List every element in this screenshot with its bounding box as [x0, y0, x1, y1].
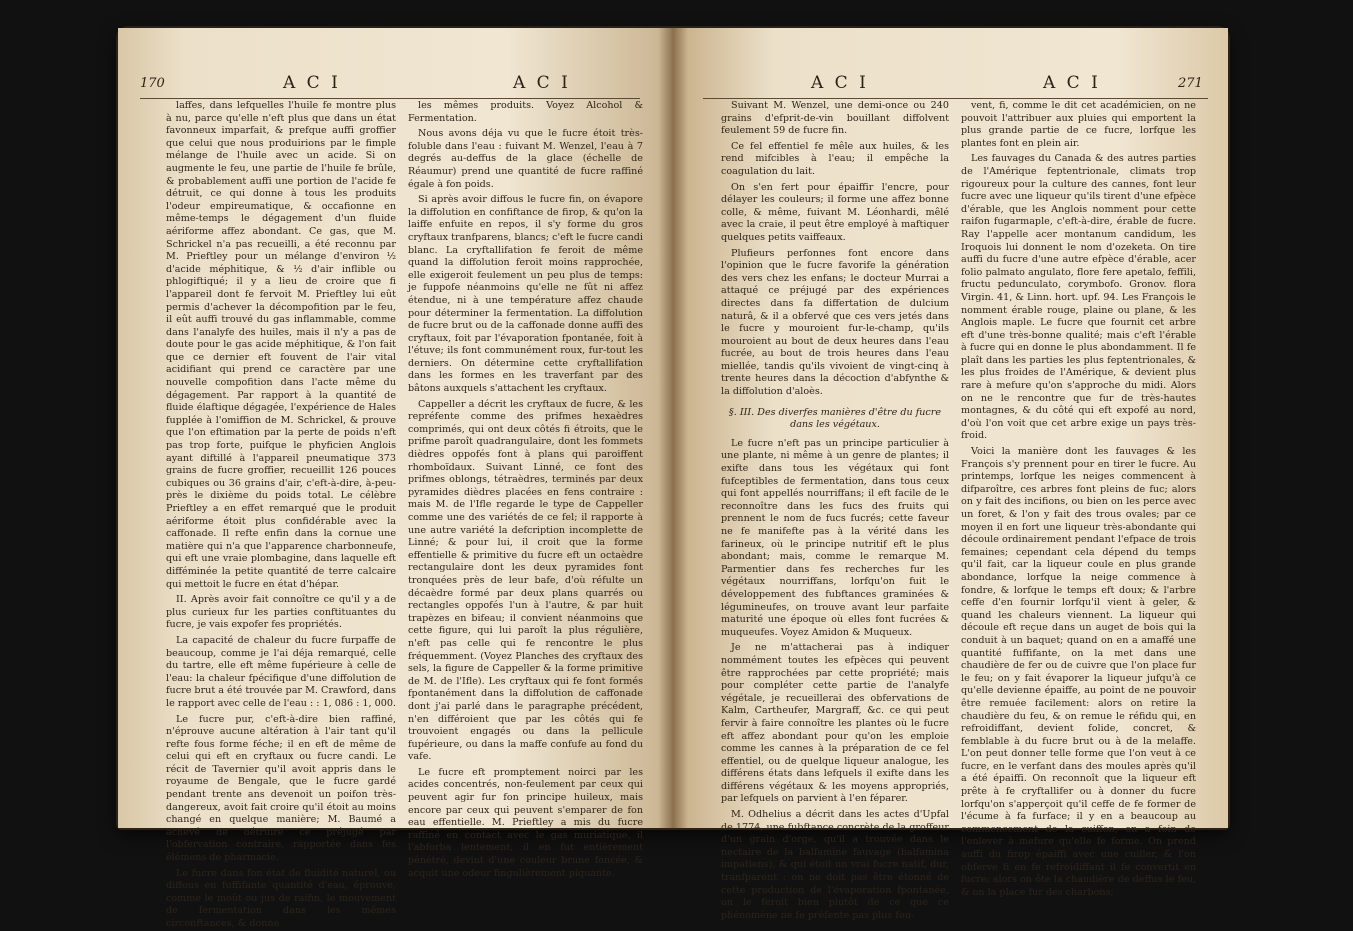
right-page — [673, 28, 1228, 921]
running-head-right-1: A C I — [811, 73, 869, 93]
paragraph: Ce fel effentiel fe mêle aux huiles, & les rend mifcibles à l'eau; il empêche la coagulation du lait. — [721, 140, 949, 177]
page-number-left: 170 — [140, 76, 165, 91]
left-page-column-2 — [408, 100, 643, 879]
header-rule-left — [140, 98, 640, 99]
paragraph: M. Odhelius a décrit dans les actes d'Upfal de 1774, une fubftance concrète de la groffeur d'un grain d'orge, qu'il a trouvée dans le nectaire de la balfamine fauvage (balfamina impatiens), & qui étoit un vrai fucre natif, dur, tranfparent : on ne doit pas être étonné de cette production de l'évaporation fpontanée, on le feroit bien plutôt de ce que ce phénomène ne fe préfente pas plus fou- — [721, 809, 949, 921]
paragraph: On s'en fert pour épaiffir l'encre, pour délayer les couleurs; il forme une affez bonne colle, & même, fuivant M. Léonhardi, mêlé avec la craie, il peut être employé à maftiquer quelques petits vaiffeaux. — [721, 181, 949, 243]
paragraph: Je ne m'attacherai pas à indiquer nommément toutes les efpèces qui peuvent être rapprochées par cette propriété; mais pour compléter cette partie de l'analyfe végétale, je recueillerai des obfervations de Kalm, Cartheufer, Margraff, &c. ce qui peut fervir à faire connoître les plantes où le fucre eft affez abondant pour qu'on les emploie comme les cannes à la préparation de ce fel effentiel, ou de quelque liqueur analogue, les différens états dans lefquels il exifte dans les différens végétaux & les moyens appropriés, par lefquels on parvient à l'en féparer. — [721, 642, 949, 805]
paragraph: Si après avoir diffous le fucre fin, on évapore la diffolution en confiftance de firop, & qu'on la laiffe enfuite en repos, il s'y forme du gros cryftaux tranfparens, blancs; c'eft le fucre candi blanc. La cryftallifation fe feroit de même quand la diffolution feroit moins rapprochée, elle exigeroit feulement un peu plus de temps: je fuppofe néanmoins qu'elle ne fût ni affez étendue, ni à une température affez chaude pour déterminer la fermentation. La diffolution de fucre brut ou de la caffonade donne auffi des cryftaux, foit par l'évaporation fpontanée, foit à l'étuve; ils font communément roux, fur-tout les derniers. On détermine cette cryftallifation dans les formes en les traverfant par des bâtons auxquels s'attachent les cryftaux. — [408, 194, 643, 395]
running-head-left-1: A C I — [283, 73, 341, 93]
paragraph: Le fucre dans fon état de fluidité naturel, ou diffous en fuffifante quantité d'eau, éprouve, comme le moût ou jus de raifin, le mouvement de fermentation dans les mêmes circonftances, & donne — [166, 867, 396, 929]
paragraph: II. Après avoir fait connoître ce qu'il y a de plus curieux fur les parties conftituantes du fucre, je vais expofer fes propriétés. — [166, 594, 396, 631]
paragraph: vent, fi, comme le dit cet académicien, on ne pouvoit l'attribuer aux pluies qui emportent la plus grande partie de ce fucre, lorfque les plantes font en plein air. — [961, 100, 1196, 149]
right-page-column-2 — [961, 100, 1196, 898]
paragraph: Cappeller a décrit les cryftaux de fucre, & les repréfente comme des prifmes hexaèdres comprimés, qui ont deux côtés fi étroits, que le prifme paroît quadrangulaire, dont les fommets dièdres oppofés font à plans qui paroiffent rhomboïdaux. Suivant Linné, ce font des prifmes oblongs, tétraèdres, terminés par deux pyramides dièdres placées en fens contraire : mais M. de l'Ifle regarde le type de Cappeller comme une des variétés de ce fel; il rapporte à une autre variété la defcription incomplette de Linné; & pour lui, il croit que la forme effentielle & primitive du fucre eft un octaèdre rectangulaire dont les deux pyramides font tronquées près de leur bafe, d'où réfulte un décaèdre formé par deux plans quarrés ou rectangles oppofés l'un à l'autre, & par huit trapèzes en bifeau; il convient néanmoins que cette figure, qui lui paroît la plus régulière, n'eft pas celle qui fe rencontre le plus fréquemment. (Voyez Planches des cryftaux des sels, la figure de Cappeller & la forme primitive de M. de l'Ifle). Les cryftaux qui fe font formés fpontanément dans la diffolution de caffonade dont j'ai parlé dans le paragraphe précédent, n'en différoient que par les côtés qui fe trouvoient engagés ou dans la pellicule fupérieure, ou dans la maffe confufe au fond du vafe. — [408, 398, 643, 763]
left-page-column-1 — [166, 100, 396, 929]
paragraph: les mêmes produits. Voyez Alcohol & Fermentation. — [408, 100, 643, 124]
running-head-left-2: A C I — [513, 73, 571, 93]
paragraph: Nous avons déja vu que le fucre étoit très-foluble dans l'eau : fuivant M. Wenzel, l'eau à 7 degrés au-deffus de la glace (échelle de Réaumur) prend une quantité de fucre raffiné égale à fon poids. — [408, 128, 643, 190]
right-page-column-1 — [721, 100, 949, 921]
paragraph: Les fauvages du Canada & des autres parties de l'Amérique feptentrionale, climats trop rigoureux pour la culture des cannes, font leur fucre avec une liqueur qu'ils tirent d'une efpèce d'érable, que les Anglois nomment pour cette raifon fugarmaple, c'eft-à-dire, érable de fucre. Ray l'appelle acer montanum candidum, les Iroquois lui donnent le nom d'ozeketa. On tire auffi du fucre d'une autre efpèce d'érable, acer folio palmato angulato, flore fere apetalo, feffili, fructu pedunculato, corymbofo. Gronov. flora Virgin. 41, & Linn. hort. upf. 94. Les François le nomment érable rouge, plaine ou plane, & les Anglois maple. Le fucre que fournit cet arbre eft d'une très-bonne qualité; mais c'eft l'érable à fucre qui en donne le plus abondamment. Il fe plaît dans les parties les plus feptentrionales, & les plus froides de l'Amérique, & devient plus rare à mefure qu'on s'approche du midi. Alors on ne le rencontre que fur de très-hautes montagnes, & du côté qui eft expofé au nord, d'où l'on voit que cet arbre exige un pays très-froid. — [961, 153, 1196, 442]
paragraph: laffes, dans lefquelles l'huile fe montre plus à nu, parce qu'elle n'eft plus que dans un état favonneux imparfait, & prefque auffi groffier que celui que nous produirions par le fimple mélange de l'huile avec un acide. Si on augmente le feu, une partie de l'huile fe brûle, & probablement auffi une portion de l'acide fe détruit, ce qui donne à tous les produits l'odeur empireumatique, & occafionne en même-temps le dégagement d'un fluide aériforme affez abondant. Ce gas, que M. Schrickel n'a pas recueilli, a été reconnu par M. Prieftley pour un mélange d'environ ½ d'acide méphitique, & ½ d'air inflible ou phlogiftiqué; il y a lieu de croire que fi l'appareil dont fe fervoit M. Prieftley lui eût permis d'achever la décompofition par le feu, il eût auffi trouvé du gas inflammable, comme dans l'analyfe des huiles, mais il n'y a pas de doute pour le gas acide méphitique, & l'on fait que ce dernier eft fouvent de l'air vital acidifiant qui prend ce caractère par une nouvelle compofition dans l'acte même du dégagement. Par rapport à la quantité de fluide élaftique dégagée, l'expérience de Hales fupplée à l'omiffion de M. Schrickel, & prouve que l'on eftimation par la perte de poids n'eft pas trop forte, puifque le phyficien Anglois ayant diftillé à l'appareil pneumatique 373 grains de fucre groffier, recueillit 126 pouces cubiques ou 36 grains d'air, c'eft-à-dire, à-peu-près le dixième du poids total. Le célèbre Prieftley a en effet remarqué que le produit aériforme étoit plus confidérable avec la caffonade. Il refte enfin dans la cornue une matière qui n'a que l'apparence charbonneufe, qui eft une vraie plombagine, dans laquelle eft difféminée la petite quantité de terre calcaire qui mettoit le fucre en état d'hépar. — [166, 100, 396, 590]
paragraph: Le fucre n'eft pas un principe particulier à une plante, ni même à un genre de plantes; il exifte dans tous les végétaux qui font fufceptibles de fermentation, dans tous ceux qui font appellés nourriffans; il eft facile de le reconnoître dans les fucs des fruits qui prennent le nom de fucs fucrés; cette faveur ne fe manifefte pas à la vérité dans les farineux, où le principe nutritif eft le plus abondant; mais, comme le remarque M. Parmentier dans fes recherches fur les végétaux nourriffans, lorfqu'on fuit le développement des fubftances graminées & légumineufes, on trouve avant leur parfaite maturité une époque où elles font fucrées & muqueufes. Voyez Amidon & Muqueux. — [721, 437, 949, 638]
header-rule-right — [703, 98, 1208, 99]
page-number-right: 271 — [1178, 76, 1203, 91]
paragraph: Le fucre eft promptement noirci par les acides concentrés, non-feulement par ceux qui peuvent agir fur fon principe huileux, mais encore par ceux qui peuvent s'emparer de fon eau effentielle. M. Prieftley a mis du fucre raffiné en contact avec le gas muriatique, il l'abforba lentement, il en fut entièrement pénétré, devint d'une couleur brune foncée, & acquit une odeur fingulièrement piquante. — [408, 766, 643, 879]
paragraph: Plufieurs perfonnes font encore dans l'opinion que le fucre favorife la génération des vers chez les enfans; le docteur Murrai a attaqué ce préjugé par des expériences directes dans fa differtation de dulcium naturâ, & il a obfervé que ces vers jetés dans le fucre y mouroient fur-le-champ, qu'ils mouroient au bout de deux heures dans l'eau fucrée, au bout de trois heures dans l'eau miellée, tandis qu'ils vivoient de vingt-cinq à trente heures dans la décoction d'abfynthe & la diffolution d'aloès. — [721, 247, 949, 398]
paragraph: Suivant M. Wenzel, une demi-once ou 240 grains d'efprit-de-vin bouillant diffolvent feulement 59 de fucre fin. — [721, 100, 949, 137]
running-head-right-2: A C I — [1043, 73, 1101, 93]
section-heading: §. III. Des diverfes manières d'être du fucre dans les végétaux. — [728, 406, 942, 431]
book-gutter — [658, 28, 688, 828]
paragraph: La capacité de chaleur du fucre furpaffe de beaucoup, comme je l'ai déja remarqué, celle du tartre, elle eft même fupérieure à celle de l'eau: la chaleur fpécifique d'une diffolution de fucre brut a été trouvée par M. Crawford, dans le rapport avec celle de l'eau : : 1, 086 : 1, 000. — [166, 634, 396, 709]
open-book — [118, 28, 1228, 929]
paragraph: Le fucre pur, c'eft-à-dire bien raffiné, n'éprouve aucune altération à l'air tant qu'il refte fous forme féche; il en eft de même de celui qui eft en cryftaux ou fucre candi. Le récit de Tavernier qu'il avoit appris dans le royaume de Bengale, que le fucre gardé pendant trente ans devenoit un poifon très-dangereux, avoit fait croire qu'il étoit au moins changé en quelque manière; M. Baumé a achevé de détruire ce préjugé par l'obfervation contraire, rapportée dans fes élémens de pharmacie. — [166, 713, 396, 864]
paragraph: Voici la manière dont les fauvages & les François s'y prennent pour en tirer le fucre. Au printemps, lorfque les neiges commencent à difparoître, ces arbres font pleins de fuc; alors on y fait des incifions, ou bien on les perce avec un foret, & l'on y fait des trous ovales; par ce moyen il en fort une liqueur très-abondante qui découle ordinairement pendant l'efpace de trois femaines; cependant cela dépend du temps qu'il fait, car la liqueur coule en plus grande abondance, lorfque la neige commence à fondre, & lorfque le temps eft doux; & l'arbre ceffe d'en fournir lorfqu'il vient à geler, & quand les chaleurs viennent. La liqueur qui découle eft reçue dans un auget de bois qui la conduit à un baquet; quand on en a amaffé une quantité fuffifante, on la met dans une chaudière de fer ou de cuivre que l'on place fur le feu; on y fait évaporer la liqueur jufqu'à ce qu'elle devienne épaiffe, au point de ne pouvoir être remuée facilement: alors on retire la chaudière du feu, & on remue le réfidu qui, en refroidiffant, devient folide, concret, & femblable à du fucre brut ou à de la melaffe. L'on peut donner telle forme que l'on veut à ce fucre, en le verfant dans des moules après qu'il a été épaiffi. On reconnoît que la liqueur eft prête à fe cryftallifer ou à donner du fucre lorfqu'on s'apperçoit qu'il ceffe de fe former de l'écume à fa furface; il y en a beaucoup au commencement de la cuiffon, on a foin de l'enlever à mefure qu'elle fe forme. On prend auffi du firop épaiffi avec une cuiller, & l'on obferve fi en fe refroidiffant il fe convertit en fucre; alors on ôte la chaudière de deffus le feu, & on la place fur des charbons; — [961, 446, 1196, 898]
left-page — [118, 28, 673, 929]
